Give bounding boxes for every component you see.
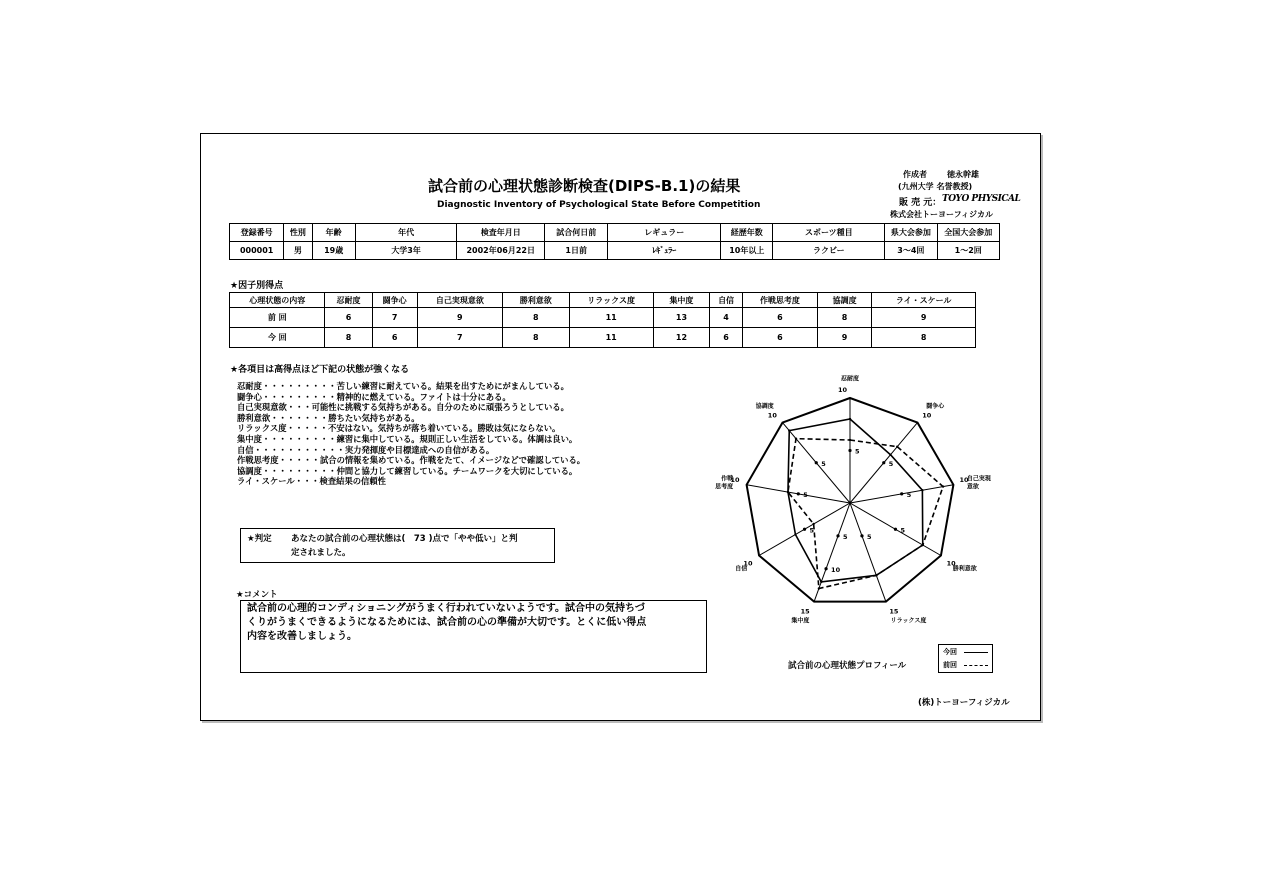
comment-line: 内容を改善しましょう。 [247,631,357,642]
radar-spoke [814,503,850,602]
radar-tick-dot [882,461,885,464]
radar-max-label: 10 [922,411,932,420]
radar-tick-dot [894,528,897,531]
radar-axis-label: 協調度 [755,403,774,411]
page-subtitle: Diagnostic Inventory of Psychological State Before Competition [437,200,761,210]
info-header-cell: 年代 [355,224,457,242]
factor-row-label: 前 回 [230,308,325,328]
info-value-cell: 10年以上 [721,242,773,260]
radar-data-point [788,429,790,431]
radar-max-label: 10 [959,476,969,485]
comment-heading: ★コメント [236,590,278,600]
radar-tick-label: 5 [809,526,815,535]
description-item: 協調度・・・・・・・・・仲間と協力して練習している。チームワークを大切にしている。 [237,465,578,476]
radar-data-point [795,437,797,439]
info-value-cell: 3～4回 [885,242,937,260]
factor-header-cell: 忍耐度 [325,293,372,308]
radar-tick-dot [803,528,806,531]
legend-swatch-dashed [964,665,988,666]
info-value-cell: 19歳 [312,242,355,260]
factor-cell: 8 [325,328,372,348]
info-value-cell: 2002年06月22日 [457,242,545,260]
factor-row-previous [230,308,976,328]
radar-data-point [812,523,814,525]
footer-company: (株)トーヨーフィジカル [918,698,1010,708]
factor-header-cell: リラックス度 [569,293,653,308]
author-name: 徳永幹雄 [947,170,979,179]
comment-line: くりがうまくできるようになるためには、試合前の心の準備が大切です。とくに低い得点 [247,617,647,628]
radar-data-point [922,544,924,546]
info-value-cell: ラクビー [773,242,885,260]
radar-axis-label: リラックス度 [890,617,927,625]
description-item: 闘争心・・・・・・・・・精神的に燃えている。ファイトは十分にある。 [237,391,511,402]
radar-data-point [921,489,923,491]
radar-max-label: 10 [767,411,777,420]
factor-header-cell: 闘争心 [372,293,417,308]
description-item: ライ・スケール・・・検査結果の信頼性 [237,476,386,487]
radar-max-label: 10 [946,559,956,568]
radar-chart [690,355,1025,645]
factor-header-cell: 集中度 [653,293,709,308]
radar-tick-dot [848,449,851,452]
radar-tick-dot [860,534,863,537]
factor-cell: 8 [817,308,871,328]
radar-data-point [889,454,891,456]
factor-cell: 7 [417,328,502,348]
factor-header-cell: ライ・スケール [872,293,976,308]
chart-legend [938,644,993,673]
radar-axis-label: 作戦 [721,475,734,483]
description-item: 自己実現意欲・・・可能性に挑戦する気持ちがある。自分のために頑張ろうとしている。 [237,402,569,413]
factor-cell: 8 [502,328,569,348]
factor-cell: 12 [653,328,709,348]
radar-data-point [794,533,796,535]
radar-tick-dot [900,492,903,495]
radar-max-label: 10 [838,385,848,394]
radar-tick-dot [824,567,827,570]
radar-axis-label: 闘争心 [926,403,945,411]
description-heading: ★各項目は高得点ほど下記の状態が強くなる [230,365,410,375]
radar-series-previous [788,439,943,589]
factor-header-row [230,293,976,308]
factor-cell: 6 [742,308,817,328]
radar-data-point [849,439,851,441]
radar-tick-label: 5 [855,447,860,456]
description-item: 勝利意欲・・・・・・・勝ちたい気持ちがある。 [237,412,420,423]
info-table [229,223,1000,260]
radar-max-label: 15 [889,607,899,616]
radar-tick-dot [836,534,839,537]
comment-line: 試合前の心理的コンディショニングがうまく行われていないようです。試合中の気持ちづ [247,603,645,614]
factor-header-cell: 自信 [710,293,743,308]
factor-cell: 9 [872,308,976,328]
radar-axis-label: 勝利意欲 [952,565,977,573]
legend-swatch-solid [964,652,988,653]
radar-axis-label: 自己実現 [966,475,991,483]
factor-cell: 9 [417,308,502,328]
legend-label-previous: 前回 [943,661,957,669]
info-header-cell: 検査年月日 [457,224,545,242]
description-item: 忍耐度・・・・・・・・・苦しい練習に耐えている。結果を出すためにがまんしている。 [237,381,569,391]
radar-tick-label: 5 [866,532,872,541]
judgment-line2: 定されました。 [291,548,351,558]
info-value-cell: ﾚｷﾞｭﾗｰ [608,242,721,260]
factor-heading: ★因子別得点 [230,281,284,291]
factor-header-cell: 心理状態の内容 [230,293,325,308]
seller-label: 販 売 元： [899,198,942,208]
radar-data-point [849,418,851,420]
radar-max-label: 10 [730,476,740,485]
info-header-cell: 全国大会参加 [937,224,1000,242]
factor-cell: 8 [872,328,976,348]
factor-cell: 11 [569,328,653,348]
factor-header-cell: 協調度 [817,293,871,308]
judgment-box [240,528,555,563]
radar-data-point [896,445,898,447]
radar-data-point [875,574,877,576]
factor-cell: 4 [710,308,743,328]
judgment-line1: あなたの試合前の心理状態は( 73 )点で「やや低い」と判 [291,534,518,544]
radar-tick-label: 5 [803,490,808,499]
factor-cell: 8 [502,308,569,328]
radar-tick-label: 5 [906,490,912,499]
factor-row-label: 今 回 [230,328,325,348]
description-item: 自信・・・・・・・・・・・実力発揮度や目標達成への自信がある。 [237,444,495,455]
radar-spoke [850,503,886,602]
factor-header-cell: 作戦思考度 [742,293,817,308]
radar-axis-label: 集中度 [791,617,810,625]
description-item: リラックス度・・・・・不安はない。気持ちが落ち着いている。勝敗は気にならない。 [237,423,561,434]
info-header-cell: 経歴年数 [721,224,773,242]
factor-cell: 13 [653,308,709,328]
radar-data-point [818,587,820,589]
description-list [237,381,667,487]
author-label: 作成者 [903,170,927,179]
info-header-cell: 登録番号 [230,224,284,242]
radar-tick-label: 5 [900,526,905,535]
info-header-cell: レギュラー [608,224,721,242]
factor-cell: 11 [569,308,653,328]
info-value-cell: 男 [284,242,312,260]
radar-axis-label: 意欲 [966,483,979,491]
factor-cell: 6 [742,328,817,348]
info-value-row [230,242,1000,260]
info-header-row [230,224,1000,242]
radar-axis-label: 忍耐度 [840,375,860,383]
radar-tick-dot [815,461,818,464]
factor-cell: 7 [372,308,417,328]
company-name: 株式会社トーヨーフィジカル [890,210,993,219]
factor-row-current [230,328,976,348]
radar-tick-label: 5 [888,459,894,468]
radar-max-label: 15 [800,607,810,616]
info-header-cell: 年齢 [312,224,355,242]
info-value-cell: 大学3年 [355,242,457,260]
radar-axis-label: 自信 [735,565,748,573]
factor-cell: 6 [710,328,743,348]
description-item: 作戦思考度・・・・・試合の情報を集めている。作戦をたて、イメージなどで確認している。 [237,455,586,466]
radar-tick-label: 10 [831,565,841,574]
chart-title: 試合前の心理状態プロフィール [788,661,907,671]
info-header-cell: 県大会参加 [885,224,937,242]
description-item: 集中度・・・・・・・・・練習に集中している。規則正しい生活をしている。体調は良い。 [237,433,578,444]
radar-tick-label: 5 [843,532,848,541]
legend-label-current: 今回 [943,648,957,656]
page-title: 試合前の心理状態診断検査(DIPS-B.1)の結果 [428,177,741,195]
info-header-cell: 性別 [284,224,312,242]
radar-data-point [787,491,789,493]
radar-tick-label: 5 [821,459,826,468]
radar-tick-dot [797,492,800,495]
judgment-label: ★判定 [247,534,272,544]
factor-table [229,292,976,348]
radar-max-label: 10 [743,559,753,568]
factor-cell: 6 [372,328,417,348]
radar-data-point [820,581,822,583]
info-header-cell: スポーツ種目 [773,224,885,242]
info-header-cell: 試合何日前 [545,224,608,242]
info-value-cell: 000001 [230,242,284,260]
info-value-cell: 1日前 [545,242,608,260]
factor-header-cell: 勝利意欲 [502,293,569,308]
radar-data-point [942,485,944,487]
comment-box [240,600,707,673]
comment-text [241,601,706,645]
seller-signature: TOYO PHYSICAL [942,194,1021,204]
factor-cell: 6 [325,308,372,328]
radar-axis-label: 思考度 [715,483,734,491]
author-affiliation: (九州大学 名誉教授) [898,182,973,191]
factor-header-cell: 自己実現意欲 [417,293,502,308]
factor-cell: 9 [817,328,871,348]
info-value-cell: 1～2回 [937,242,1000,260]
